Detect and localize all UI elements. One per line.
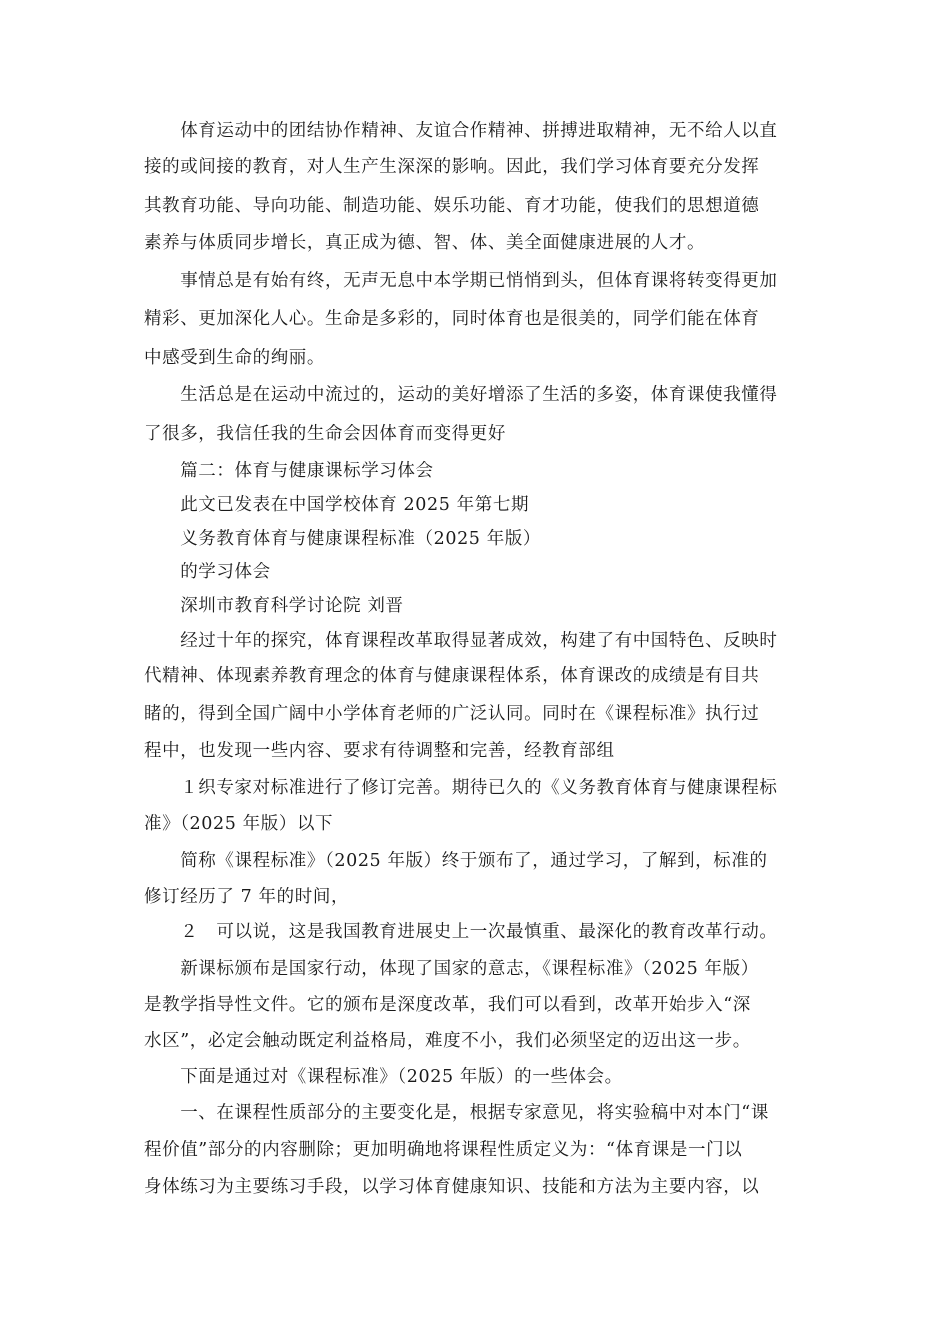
- text-line: 篇二：体育与健康课标学习体会: [144, 461, 434, 481]
- text-line: 了很多，我信任我的生命会因体育而变得更好: [144, 424, 506, 444]
- text-line: 接的或间接的教育，对人生产生深深的影响。因此，我们学习体育要充分发挥: [144, 157, 760, 177]
- text-line: ２ 可以说，这是我国教育进展史上一次最慎重、最深化的教育改革行动。: [144, 922, 778, 942]
- text-line: 事情总是有始有终，无声无息中本学期已悄悄到头，但体育课将转变得更加: [144, 271, 778, 291]
- text-line: 身体练习为主要练习手段，以学习体育健康知识、技能和方法为主要内容，以: [144, 1177, 760, 1197]
- text-line: 义务教育体育与健康课程标准（2025 年版）: [144, 529, 541, 549]
- text-line: 简称《课程标准》（2025 年版）终于颁布了，通过学习，了解到，标准的: [144, 851, 768, 871]
- text-line: 代精神、体现素养教育理念的体育与健康课程体系，体育课改的成绩是有目共: [144, 666, 760, 686]
- text-line: 的学习体会: [144, 562, 271, 582]
- text-line: 是教学指导性文件。它的颁布是深度改革，我们可以看到，改革开始步入“深: [144, 995, 751, 1015]
- text-line: 程价值”部分的内容删除；更加明确地将课程性质定义为：“体育课是一门以: [144, 1140, 743, 1160]
- text-line: 素养与体质同步增长，真正成为德、智、体、美全面健康进展的人才。: [144, 233, 706, 253]
- text-line: 程中，也发现一些内容、要求有待调整和完善，经教育部组: [144, 741, 615, 761]
- text-line: 下面是通过对《课程标准》（2025 年版）的一些体会。: [144, 1067, 623, 1087]
- text-line: １织专家对标准进行了修订完善。期待已久的《义务教育体育与健康课程标: [144, 778, 778, 798]
- text-line: 一、在课程性质部分的主要变化是，根据专家意见，将实验稿中对本门“课: [144, 1103, 769, 1123]
- text-line: 新课标颁布是国家行动，体现了国家的意志，《课程标准》（2025 年版）: [144, 959, 759, 979]
- text-line: 水区”，必定会触动既定利益格局，难度不小，我们必须坚定的迈出这一步。: [144, 1031, 751, 1051]
- text-line: 生活总是在运动中流过的，运动的美好增添了生活的多姿，体育课使我懂得: [144, 385, 778, 405]
- text-line: 睹的，得到全国广阔中小学体育老师的广泛认同。同时在《课程标准》执行过: [144, 704, 760, 724]
- text-line: 此文已发表在中国学校体育 2025 年第七期: [144, 495, 530, 515]
- text-line: 准》（2025 年版）以下: [144, 814, 334, 834]
- text-line: 其教育功能、导向功能、制造功能、娱乐功能、育才功能，使我们的思想道德: [144, 196, 760, 216]
- text-line: 体育运动中的团结协作精神、友谊合作精神、拼搏进取精神，无不给人以直: [144, 121, 778, 141]
- text-line: 中感受到生命的绚丽。: [144, 348, 325, 368]
- text-line: 精彩、更加深化人心。生命是多彩的，同时体育也是很美的，同学们能在体育: [144, 309, 760, 329]
- text-line: 修订经历了 7 年的时间，: [144, 887, 350, 907]
- text-line: 经过十年的探究，体育课程改革取得显著成效，构建了有中国特色、反映时: [144, 631, 778, 651]
- text-line: 深圳市教育科学讨论院 刘晋: [144, 596, 404, 616]
